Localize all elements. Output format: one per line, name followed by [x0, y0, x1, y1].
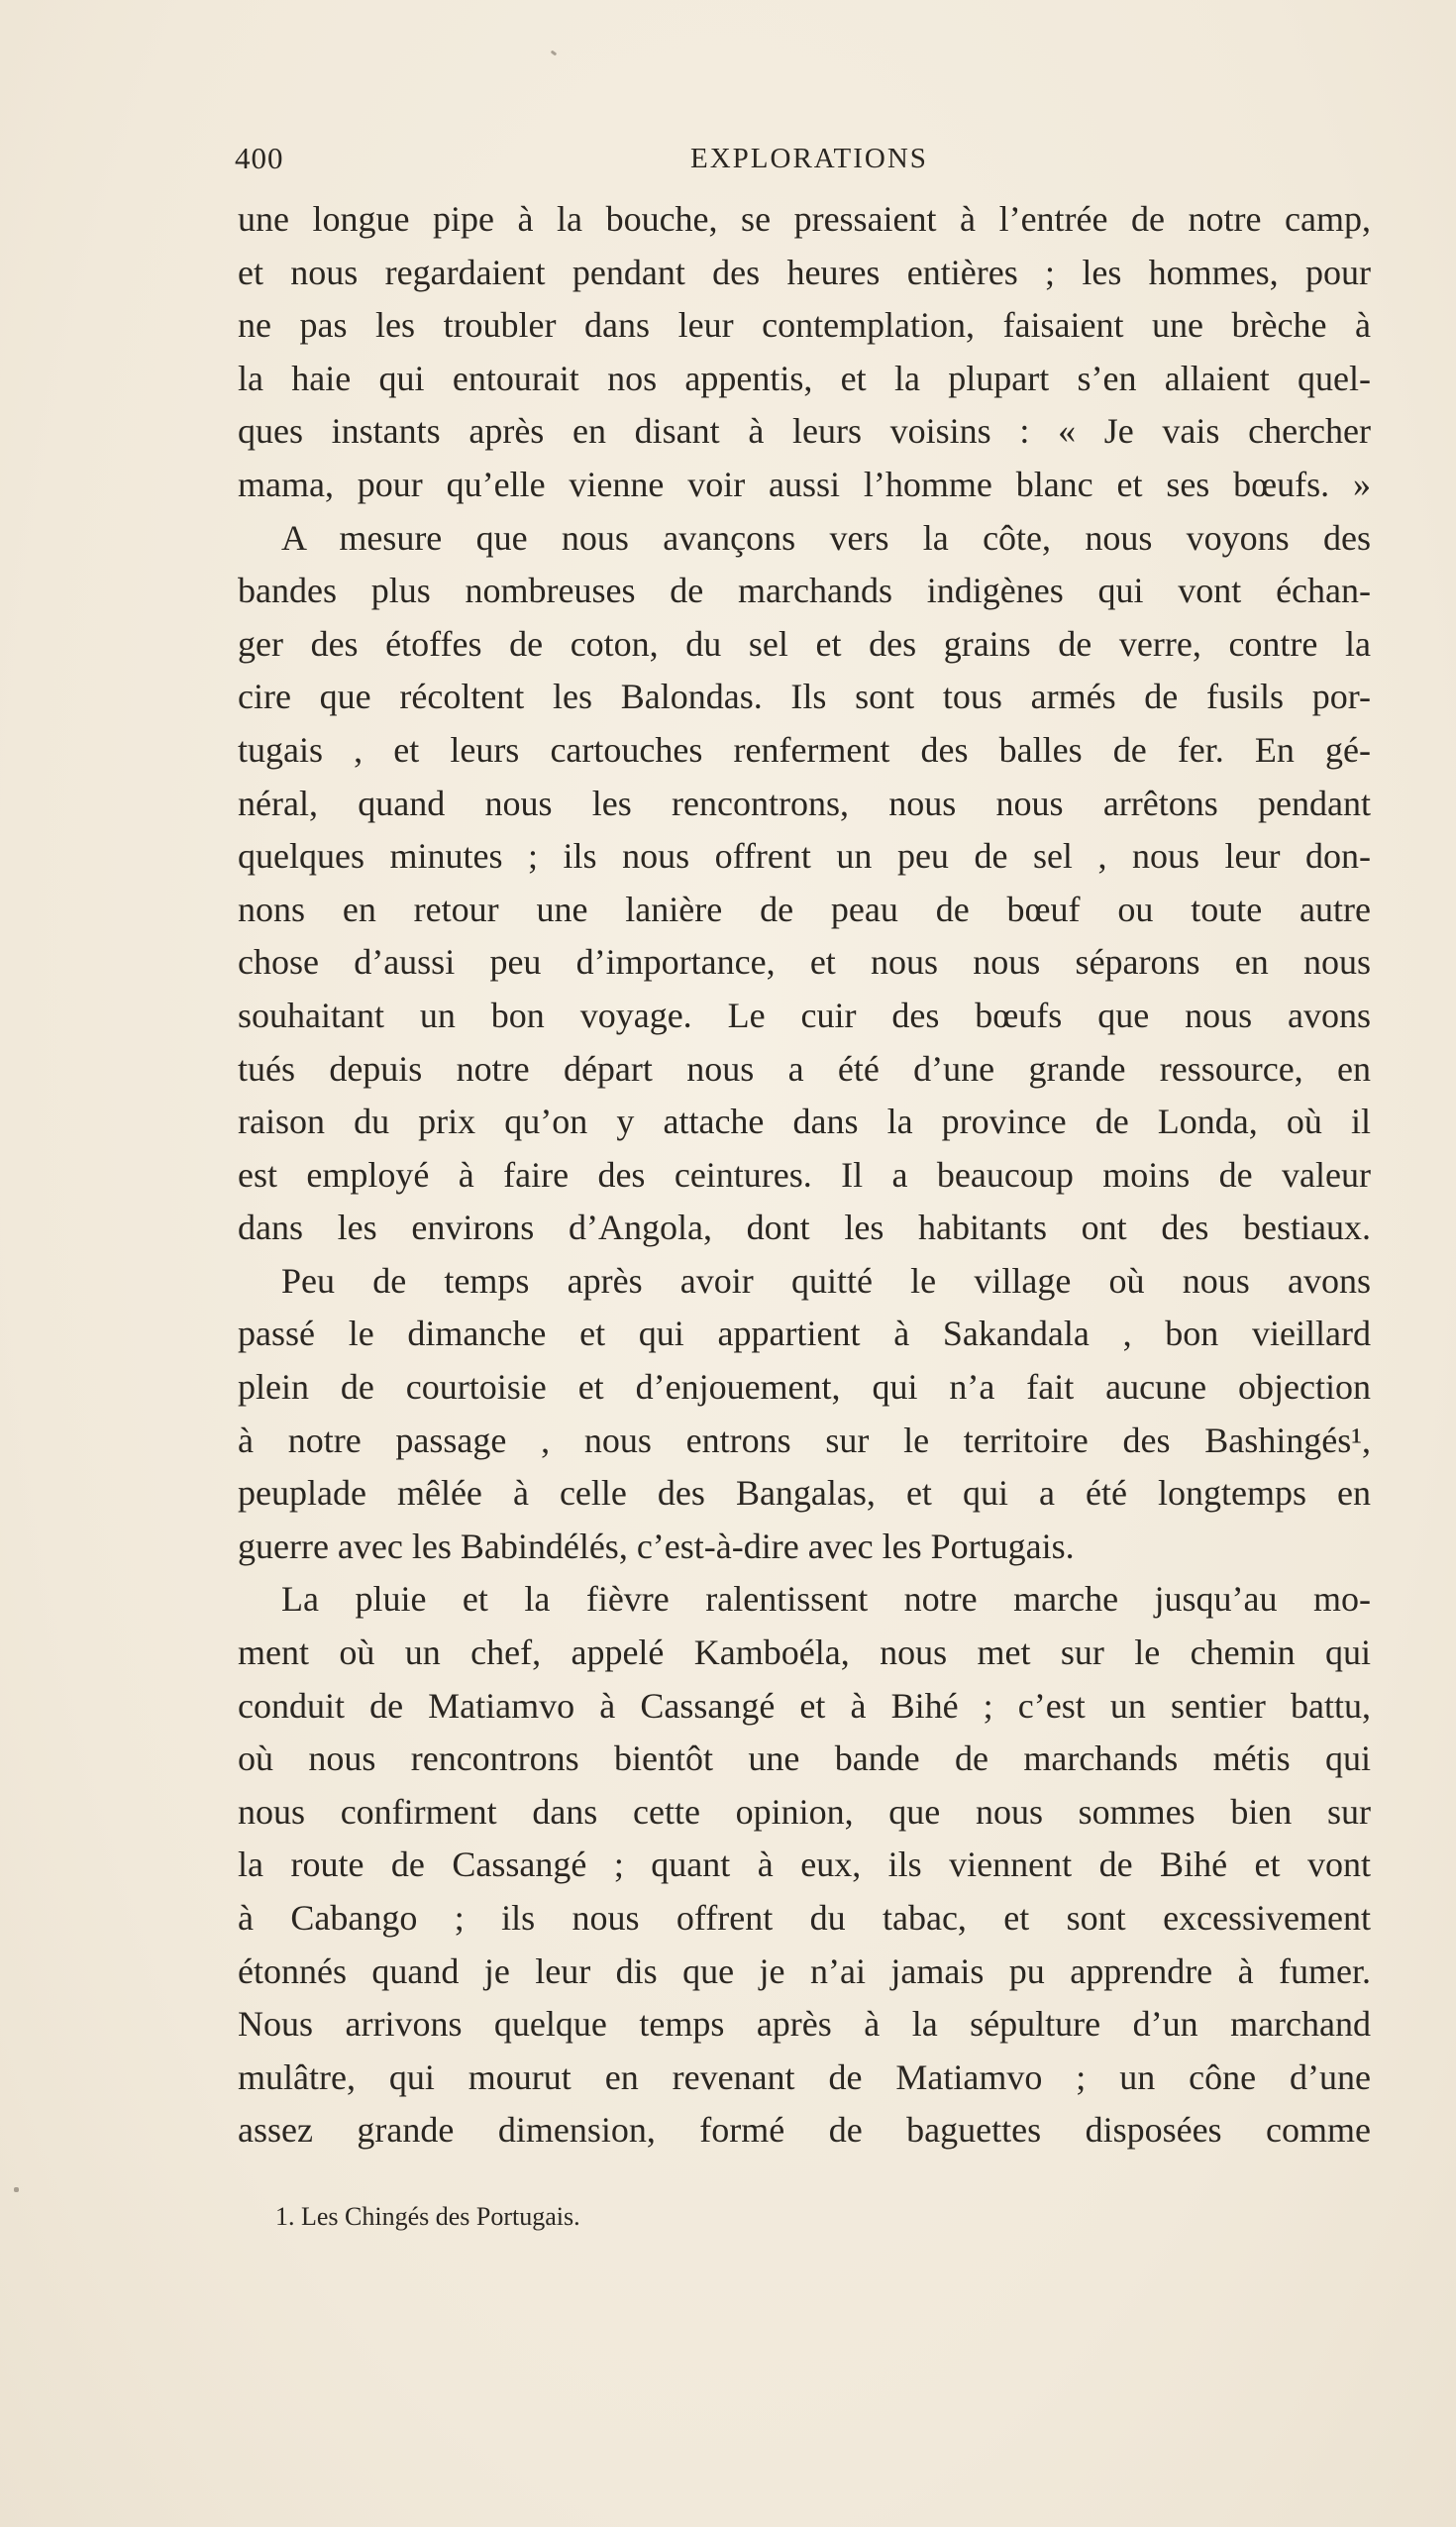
text-line: ne pas les troubler dans leur contemplation, faisaient une brèche à: [238, 305, 1371, 346]
text-line: nous confirment dans cette opinion, que nous sommes bien sur: [238, 1791, 1371, 1832]
text-line: raison du prix qu’on y attache dans la province de Londa, où il: [238, 1102, 1371, 1142]
paragraph-first-line: A mesure que nous avançons vers la côte, nous voyons des: [281, 517, 1371, 558]
text-line: Nous arrivons quelque temps après à la sépulture d’un marchand: [238, 2004, 1371, 2045]
text-line: plein de courtoisie et d’enjouement, qui n’a fait aucune objection: [238, 1367, 1371, 1408]
text-line: bandes plus nombreuses de marchands indigènes qui vont échan-: [238, 571, 1371, 611]
text-line: ment où un chef, appelé Kamboéla, nous met sur le chemin qui: [238, 1632, 1371, 1673]
page-header: [235, 139, 1368, 178]
text-line: où nous rencontrons bientôt une bande de marchands métis qui: [238, 1738, 1371, 1779]
text-line: quelques minutes ; ils nous offrent un peu de sel , nous leur don-: [238, 836, 1371, 877]
text-line: ger des étoffes de coton, du sel et des grains de verre, contre la: [238, 623, 1371, 664]
text-line: souhaitant un bon voyage. Le cuir des bœufs que nous avons: [238, 995, 1371, 1035]
footnote: 1. Les Chingés des Portugais.: [275, 2202, 580, 2231]
text-line: cire que récoltent les Balondas. Ils sont tous armés de fusils por-: [238, 677, 1371, 717]
text-line: peuplade mêlée à celle des Bangalas, et qui a été longtemps en: [238, 1473, 1371, 1514]
paper-speck: [14, 2187, 19, 2192]
text-line: mama, pour qu’elle vienne voir aussi l’homme blanc et ses bœufs. »: [238, 464, 1371, 504]
paragraph-first-line: La pluie et la fièvre ralentissent notre marche jusqu’au mo-: [281, 1579, 1371, 1620]
text-line: la haie qui entourait nos appentis, et la plupart s’en allaient quel-: [238, 358, 1371, 398]
text-line: mulâtre, qui mourut en revenant de Matiamvo ; un cône d’une: [238, 2056, 1371, 2097]
text-line: conduit de Matiamvo à Cassangé et à Bihé ; c’est un sentier battu,: [238, 1685, 1371, 1726]
paper-speck: [551, 51, 558, 56]
text-line: étonnés quand je leur dis que je n’ai jamais pu apprendre à fumer.: [238, 1950, 1371, 1991]
text-line: néral, quand nous les rencontrons, nous nous arrêtons pendant: [238, 783, 1371, 823]
text-line: et nous regardaient pendant des heures entières ; les hommes, pour: [238, 252, 1371, 292]
text-line: tugais , et leurs cartouches renferment des balles de fer. En gé-: [238, 729, 1371, 770]
text-line: dans les environs d’Angola, dont les habitants ont des bestiaux.: [238, 1208, 1371, 1248]
paragraph-first-line: Peu de temps après avoir quitté le village où nous avons: [281, 1260, 1371, 1301]
text-line: nons en retour une lanière de peau de bœuf ou toute autre: [238, 889, 1371, 929]
text-line: guerre avec les Babindélés, c’est-à-dire avec les Portugais.: [238, 1526, 1075, 1566]
text-line: une longue pipe à la bouche, se pressaient à l’entrée de notre camp,: [238, 199, 1371, 239]
text-line: à notre passage , nous entrons sur le territoire des Bashingés¹,: [238, 1420, 1371, 1460]
running-title: EXPLORATIONS: [690, 143, 928, 174]
text-line: est employé à faire des ceintures. Il a beaucoup moins de valeur: [238, 1154, 1371, 1195]
text-line: à Cabango ; ils nous offrent du tabac, et sont excessivement: [238, 1898, 1371, 1938]
page-number: 400: [235, 141, 284, 175]
text-line: chose d’aussi peu d’importance, et nous nous séparons en nous: [238, 942, 1371, 983]
text-line: la route de Cassangé ; quant à eux, ils viennent de Bihé et vont: [238, 1844, 1371, 1885]
text-line: assez grande dimension, formé de baguettes disposées comme: [238, 2110, 1371, 2151]
text-line: ques instants après en disant à leurs voisins : « Je vais chercher: [238, 411, 1371, 452]
text-line: tués depuis notre départ nous a été d’une grande ressource, en: [238, 1048, 1371, 1089]
body-text: [238, 193, 1371, 2158]
text-line: passé le dimanche et qui appartient à Sakandala , bon vieillard: [238, 1314, 1371, 1354]
